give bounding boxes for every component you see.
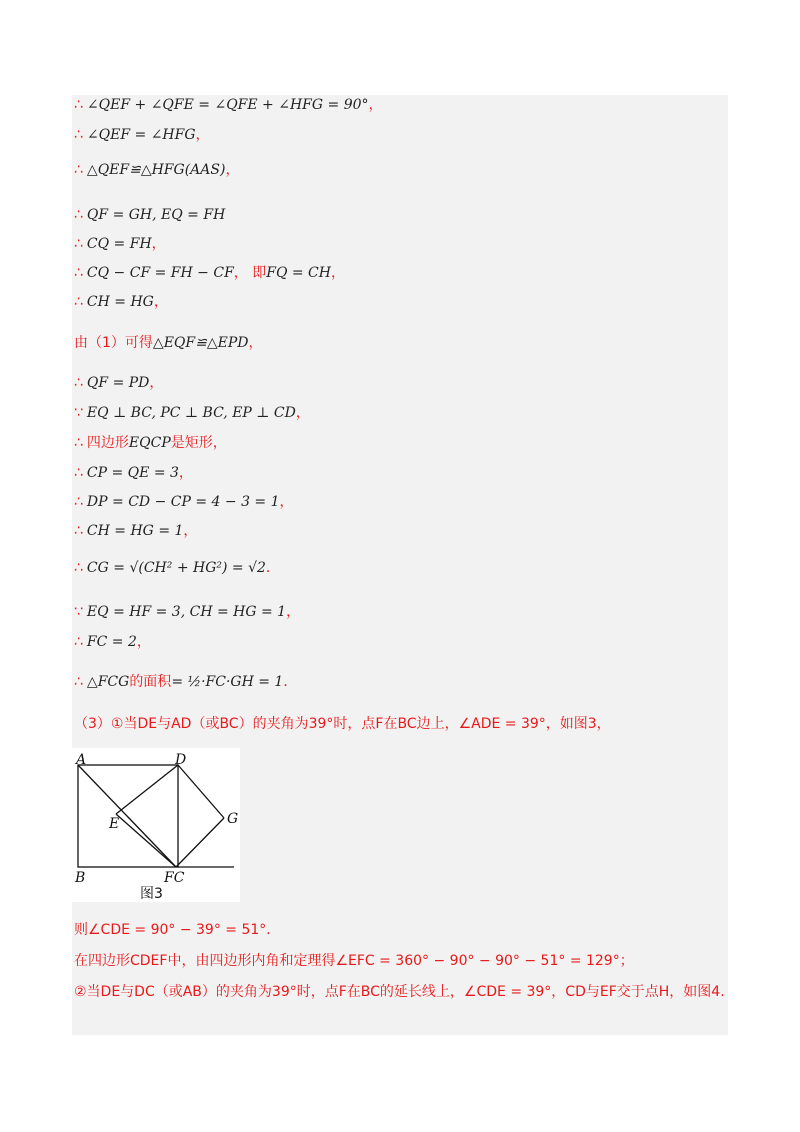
proof-line-3: ∴ △QEF≌△HFG(AAS)， (74, 162, 240, 178)
proof-line-13: ∴ DP = CD − CP = 4 − 3 = 1， (74, 494, 294, 510)
proof-line-2: ∴ ∠QEF = ∠HFG， (74, 127, 210, 143)
segment-d-e (116, 765, 178, 814)
after-line-1: 则∠CDE = 90° − 39° = 51°． (74, 922, 281, 938)
label-a: A (76, 752, 87, 768)
segment-e-f (116, 814, 176, 867)
label-fc: FC (164, 870, 185, 886)
proof-line-11: ∴ 四边形EQCP是矩形， (74, 435, 227, 451)
after-line-3: ②当DE与DC（或AB）的夹角为39°时，点F在BC的延长线上，∠CDE = 39°，CD与EF交于点H，如图4. (74, 984, 725, 1000)
proof-line-8: 由（1）可得△EQF≌△EPD， (74, 335, 263, 351)
figure-caption: 图3 (140, 886, 163, 902)
segment-g-f (176, 818, 224, 867)
proof-line-1: ∴ ∠QEF + ∠QFE = ∠QFE + ∠HFG = 90°， (74, 97, 383, 113)
label-g: G (227, 811, 239, 827)
after-line-2: 在四边形CDEF中，由四边形内角和定理得∠EFC = 360° − 90° − 90° − 51° = 129°； (74, 953, 634, 969)
proof-line-4: ∴ QF = GH, EQ = FH (74, 207, 226, 223)
proof-line-14: ∴ CH = HG = 1， (74, 523, 198, 539)
proof-line-6: ∴ CQ − CF = FH − CF， 即FQ = CH， (74, 265, 345, 281)
segment-d-g (178, 765, 224, 818)
label-d: D (175, 752, 187, 768)
part3-heading: （3）①当DE与AD（或BC）的夹角为39°时，点F在BC边上，∠ADE = 39°，如图3， (74, 716, 611, 732)
segment-a-f (78, 765, 176, 867)
proof-line-9: ∴ QF = PD， (74, 375, 164, 391)
proof-line-16: ∵ EQ = HF = 3, CH = HG = 1， (74, 604, 301, 620)
proof-line-15: ∴ CG = √(CH² + HG²) = √2． (74, 560, 280, 576)
proof-line-17: ∴ FC = 2， (74, 634, 151, 650)
label-b: B (75, 870, 86, 886)
proof-line-10: ∵ EQ ⊥ BC, PC ⊥ BC, EP ⊥ CD， (74, 405, 310, 421)
figure-3 (72, 748, 240, 902)
proof-line-5: ∴ CQ = FH， (74, 236, 166, 252)
figure-3-drawing (72, 748, 240, 902)
proof-line-7: ∴ CH = HG， (74, 294, 168, 310)
proof-line-18: ∴ △FCG的面积= ½·FC·GH = 1． (74, 674, 298, 690)
proof-line-12: ∴ CP = QE = 3， (74, 465, 193, 481)
label-e: E (109, 816, 120, 832)
